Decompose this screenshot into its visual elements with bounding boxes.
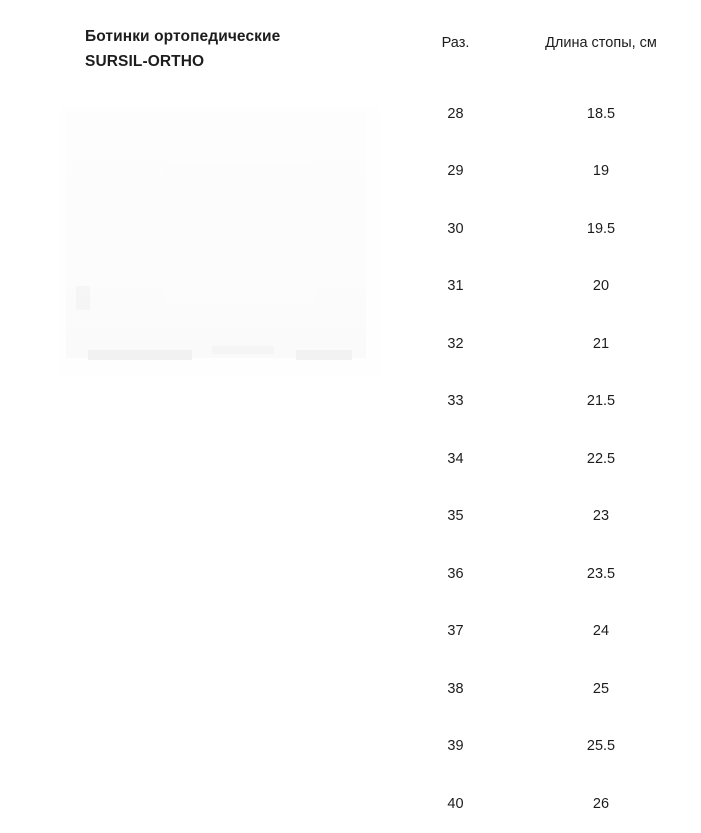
table-row [410, 373, 701, 431]
column-header-size: Раз. [441, 34, 470, 51]
table-row [410, 200, 701, 258]
cell-size: 39 [447, 738, 464, 755]
table-row [410, 545, 701, 603]
cell-size: 35 [447, 508, 464, 525]
product-title-line-1: Ботинки ортопедические [85, 28, 281, 45]
cell-size: 33 [447, 393, 464, 410]
table-row [410, 603, 701, 661]
cell-length: 23 [592, 508, 610, 525]
cell-length: 20 [592, 278, 610, 295]
table-header [410, 0, 701, 85]
cell-length: 24 [592, 623, 610, 640]
table-row [410, 85, 701, 143]
cell-size: 31 [447, 278, 464, 295]
table-row [410, 258, 701, 316]
cell-size: 38 [447, 680, 464, 697]
photo-shape-detail-left [76, 286, 90, 310]
table-row [410, 143, 701, 201]
table-row [410, 775, 701, 833]
table-row [410, 315, 701, 373]
size-table [410, 0, 701, 833]
cell-size: 40 [447, 795, 464, 812]
cell-size: 32 [447, 335, 464, 352]
table-body [410, 85, 701, 833]
cell-size: 37 [447, 623, 464, 640]
size-table-container [410, 0, 701, 833]
cell-length: 21.5 [586, 393, 616, 410]
photo-shape-shadow-right [296, 350, 352, 360]
cell-size: 29 [447, 163, 464, 180]
column-header-length: Длина стопы, см [545, 34, 657, 51]
cell-length: 23.5 [586, 565, 616, 582]
cell-size: 28 [447, 105, 464, 122]
cell-length: 18.5 [586, 105, 616, 122]
product-title-line-2: SURSIL-ORTHO [85, 53, 205, 70]
table-row [410, 660, 701, 718]
cell-length: 21 [592, 335, 610, 352]
table-row [410, 430, 701, 488]
cell-length: 22.5 [586, 450, 616, 467]
cell-length: 25.5 [586, 738, 616, 755]
table-row [410, 488, 701, 546]
cell-size: 34 [447, 450, 464, 467]
cell-length: 26 [592, 795, 610, 812]
table-header-row [410, 0, 701, 85]
photo-shape-shadow-left [88, 350, 192, 360]
product-title [85, 24, 385, 74]
photo-shape-boot [164, 164, 314, 304]
photo-shape-shadow-center [212, 346, 274, 354]
table-row [410, 718, 701, 776]
cell-length: 19 [592, 163, 610, 180]
cell-length: 25 [592, 680, 610, 697]
cell-length: 19.5 [586, 220, 616, 237]
product-photo [60, 108, 380, 376]
cell-size: 36 [447, 565, 464, 582]
cell-size: 30 [447, 220, 464, 237]
